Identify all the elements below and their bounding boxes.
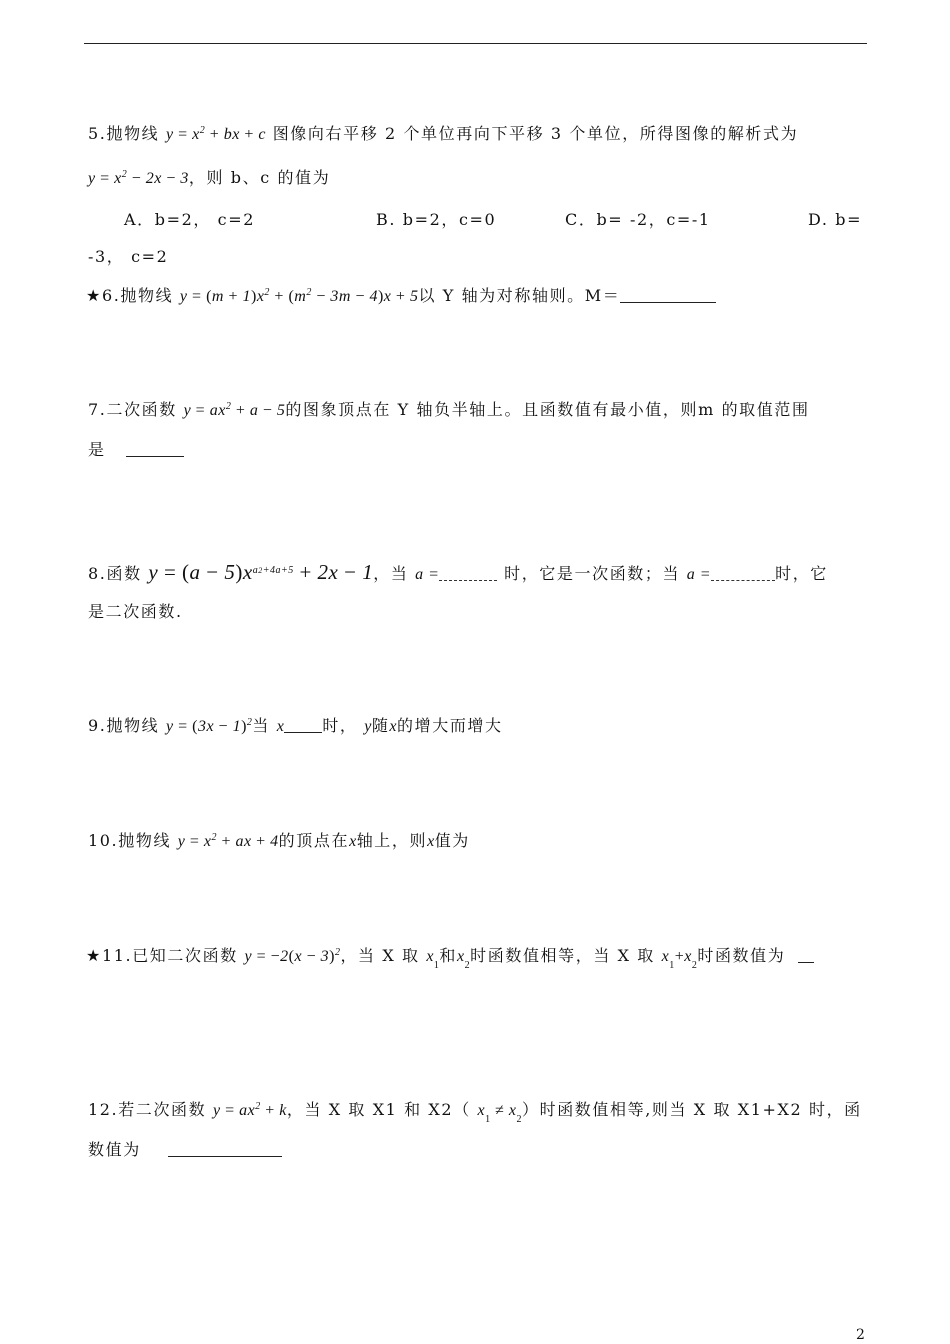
q10-stem: 抛物线 — [118, 831, 172, 850]
q8-stem: 函数 — [106, 564, 142, 583]
q12-line2 — [88, 1138, 282, 1162]
question-number: 10. — [88, 831, 119, 850]
q11-stem: 已知二次函数 — [132, 946, 238, 965]
q12-stem-3: ）时函数值相等,则当 X 取 X1+X2 时，函 — [522, 1100, 862, 1119]
q8-stem-2: ，当 — [373, 564, 409, 583]
option-d: D. b= — [808, 210, 863, 229]
q12-stem: 若二次函数 — [118, 1100, 207, 1119]
page-number: 2 — [856, 1327, 865, 1343]
q6-stem-2: 以 Y 轴为对称轴则。M＝ — [418, 286, 621, 305]
option-d-cont: -3， c=2 — [88, 247, 169, 266]
q5-line2 — [88, 166, 330, 191]
q8-stem-5: 是二次函数. — [88, 602, 183, 621]
answer-blank — [439, 564, 497, 581]
q10-variable-x: x — [427, 833, 435, 850]
q9-stem: 抛物线 — [106, 716, 160, 735]
q8-line1 — [88, 560, 828, 587]
q6-equation: $y = (m + 1)x^2 + (m^2 - 3m - 4)x + 5$ — [179, 287, 419, 305]
q5-stem: 抛物线 — [106, 124, 160, 143]
q12-equation: $y = ax^2 + k$ — [212, 1101, 287, 1119]
q9-variable-x: x — [276, 718, 285, 735]
question-number: 5. — [88, 124, 107, 143]
q12-stem-2: ，当 X 取 X1 和 X2（ — [286, 1100, 471, 1119]
q9-stem-3: 时， — [322, 716, 358, 735]
q6-stem: 抛物线 — [120, 286, 174, 305]
q5-stem-2: 图像向右平移 2 个单位再向下平移 3 个单位，所得图像的解析式为 — [272, 124, 799, 143]
q10-line — [88, 829, 470, 854]
q11-x1: $x_1$ — [426, 948, 440, 971]
q7-stem-3: 是 — [88, 440, 106, 459]
question-number: 11. — [101, 946, 133, 965]
q10-stem-4: 值为 — [434, 831, 470, 850]
q11-x2: $x_2$ — [457, 948, 471, 971]
star-icon: ★ — [86, 946, 102, 965]
answer-blank — [798, 946, 814, 963]
q12-stem-4: 数值为 — [88, 1140, 141, 1159]
q11-sum: $x_1+x_2$ — [661, 948, 698, 971]
q8-stem-3: 时，它是一次函数；当 — [504, 564, 681, 583]
q9-stem-4: 随 — [371, 716, 390, 735]
answer-blank — [168, 1140, 282, 1157]
q7-stem-2: 的图象顶点在 Y 轴负半轴上。且函数值有最小值，则m 的取值范围 — [285, 400, 810, 419]
q6-line — [86, 284, 716, 309]
q9-stem-5: 的增大而增大 — [397, 716, 503, 735]
answer-blank — [620, 286, 716, 303]
option-a: A．b=2， c=2 — [124, 210, 256, 229]
q12-inequality: $x_1 \ne x_2$ — [477, 1102, 522, 1125]
q10-equation: $y = x^2$ + ax + 4 — [177, 832, 279, 850]
q11-stem-2: ，当 X 取 — [340, 946, 420, 965]
q11-equation: $y = -2(x - 3)^2$ — [244, 947, 341, 965]
q7-stem: 二次函数 — [106, 400, 177, 419]
q5-equation-2: $y = x^2 - 2x - 3$ — [88, 169, 189, 187]
q9-line — [88, 714, 503, 739]
q10-stem-3: 轴上，则 — [356, 831, 428, 850]
q7-equation: $y = ax^2 + a - 5$ — [183, 401, 286, 419]
q9-variable-y: y — [364, 718, 372, 735]
question-number: 12. — [88, 1100, 119, 1119]
q11-stem-3: 和 — [439, 946, 458, 965]
option-c: C．b= -2，c=-1 — [565, 210, 711, 229]
q5-line1 — [88, 122, 798, 147]
q8-variable-a: a = — [415, 566, 440, 583]
q11-stem-4: 时函数值相等，当 X 取 — [470, 946, 655, 965]
q9-variable-x: x — [389, 718, 398, 735]
question-number: 7. — [88, 400, 107, 419]
answer-blank — [284, 716, 322, 733]
question-number: 6. — [101, 286, 121, 305]
star-icon: ★ — [86, 286, 102, 305]
q8-equation: $y = (a - 5)x^{a2+4a+5} + 2x - 1$ — [148, 560, 374, 584]
q7-line2 — [88, 438, 184, 462]
q5-stem-3: ，则 b、c 的值为 — [188, 168, 331, 187]
answer-blank — [711, 564, 775, 581]
q7-line1 — [88, 398, 810, 423]
q11-line — [86, 944, 814, 969]
q5-equation-1: $y = x^2$ + bx + c — [165, 125, 266, 143]
q9-equation: $y = (3x - 1)^2$ — [165, 717, 253, 735]
q12-line1 — [88, 1098, 862, 1123]
q11-stem-5: 时函数值为 — [697, 946, 786, 965]
answer-blank — [126, 440, 184, 457]
option-b: B. b=2，c=0 — [376, 210, 497, 229]
q8-variable-a: a = — [686, 566, 712, 583]
question-number: 8. — [88, 564, 107, 583]
q8-stem-4: 时，它 — [775, 564, 828, 583]
q10-variable-x: x — [349, 833, 357, 850]
header-rule — [84, 43, 867, 44]
q10-stem-2: 的顶点在 — [278, 831, 350, 850]
q9-stem-2: 当 — [252, 716, 271, 735]
question-number: 9. — [88, 716, 107, 735]
